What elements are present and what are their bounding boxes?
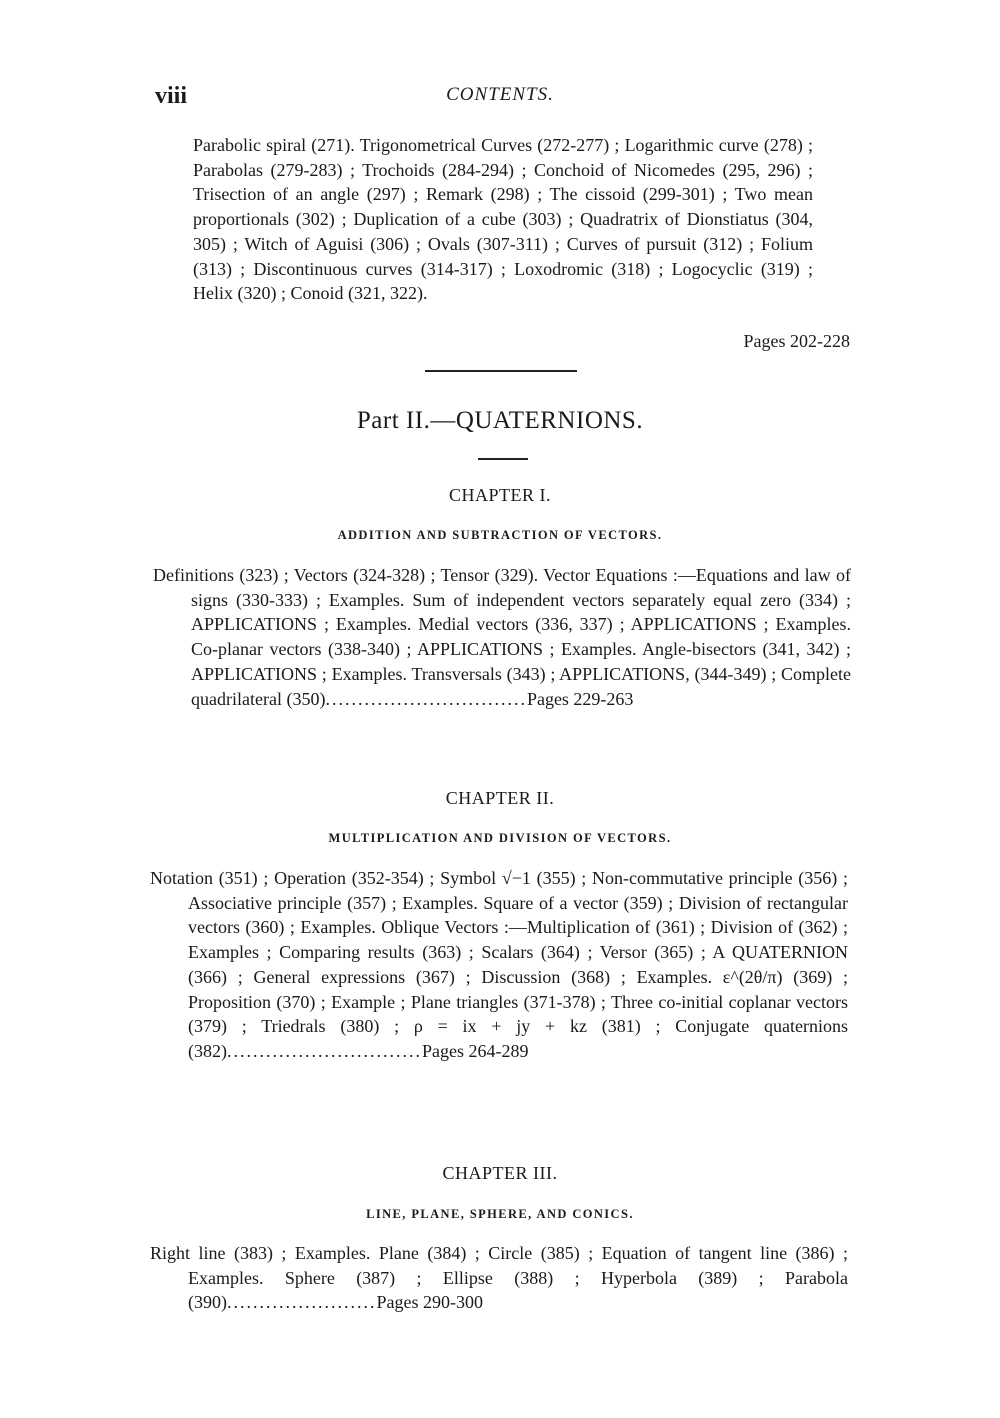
folio: viii [155,83,188,109]
chapter-rule [478,458,528,460]
chapter-3-pages: Pages 290-300 [376,1292,483,1313]
running-title: CONTENTS. [446,84,554,105]
chapter-1-subheading: ADDITION AND SUBTRACTION OF VECTORS. [337,528,663,542]
chapter-1-text: Definitions (323) ; Vectors (324-328) ; Tensor (329). Vector Equations :—Equations and law of signs (330-333) ; Examples. Sum of independent vectors separately equal zero (334) ; APPLICATIONS ; Examples. Medial vectors (336, 337) ; APPLICATIONS ; Examples. Co-planar vectors (338-340) ; APPLICATIONS ; Examples. Angle-bisectors (341, 342) ; APPLICATIONS ; Examples. Transversals (343) ; APPLICATIONS, (344-349) ; Complete quadrilateral (350) [153,565,851,709]
chapter-3-heading: CHAPTER III. [442,1163,558,1183]
chapter-3-dots: ....................... [227,1292,377,1313]
chapter-2-subheading: MULTIPLICATION AND DIVISION OF VECTORS. [328,831,672,845]
chapter-2-pages: Pages 264-289 [422,1040,529,1061]
chapter-3-text: Right line (383) ; Examples. Plane (384) ; Circle (385) ; Equation of tangent line (386) ; Examples. Sphere (387) ; Ellipse (388) ; Hyperbola (389) ; Parabola (390) [150,1243,848,1313]
chapter-1-heading: CHAPTER I. [448,485,551,505]
chapter-2-entry [150,866,848,1064]
chapter-2-heading: CHAPTER II. [445,788,555,808]
chapter-2-dots: .............................. [227,1040,422,1061]
chapter-1-pages: Pages 229-263 [526,688,634,709]
intro-entry: Parabolic spiral (271). Trigonometrical Curves (272-277) ; Logarithmic curve (278) ; Parabolas (279-283) ; Trochoids (284-294) ; Conchoid of Nicomedes (295, 296) ; Trisection of an angle (297) ; Remark (298) ; The cissoid (299-301) ; Two mean proportionals (302) ; Duplication of a cube (303) ; Quadratrix of Dionstiatus (304, 305) ; Witch of Aguisi (306) ; Ovals (307-311) ; Curves of pursuit (312) ; Folium (313) ; Discontinuous curves (314-317) ; Loxodromic (318) ; Logocyclic (319) ; Helix (320) ; Conoid (321, 322). [193,135,813,304]
intro-pages: Pages 202-228 [743,331,850,351]
chapter-1-dots: ............................... [325,688,527,709]
chapter-3-subheading: LINE, PLANE, SPHERE, AND CONICS. [366,1207,634,1221]
chapter-2-text: Notation (351) ; Operation (352-354) ; Symbol √−1 (355) ; Non-commutative principle (356) ; Associative principle (357) ; Examples. Square of a vector (359) ; Division of rectangular vectors (360) ; Examples. Oblique Vectors :—Multiplication of (361) ; Division of (362) ; Examples ; Comparing results (363) ; Scalars (364) ; Versor (365) ; A QUATERNION (366) ; General expressions (367) ; Discussion (368) ; Examples. ε^(2θ/π) (369) ; Proposition (370) ; Example ; Plane triangles (371-378) ; Three co-initial coplanar vectors (379) ; Triedrals (380) ; ρ = ix + jy + kz (381) ; Conjugate quaternions (382) [150,868,848,1061]
section-rule [425,370,577,372]
chapter-1-entry [153,563,851,711]
part-title: Part II.—QUATERNIONS. [356,407,644,434]
chapter-3-entry [150,1241,848,1315]
